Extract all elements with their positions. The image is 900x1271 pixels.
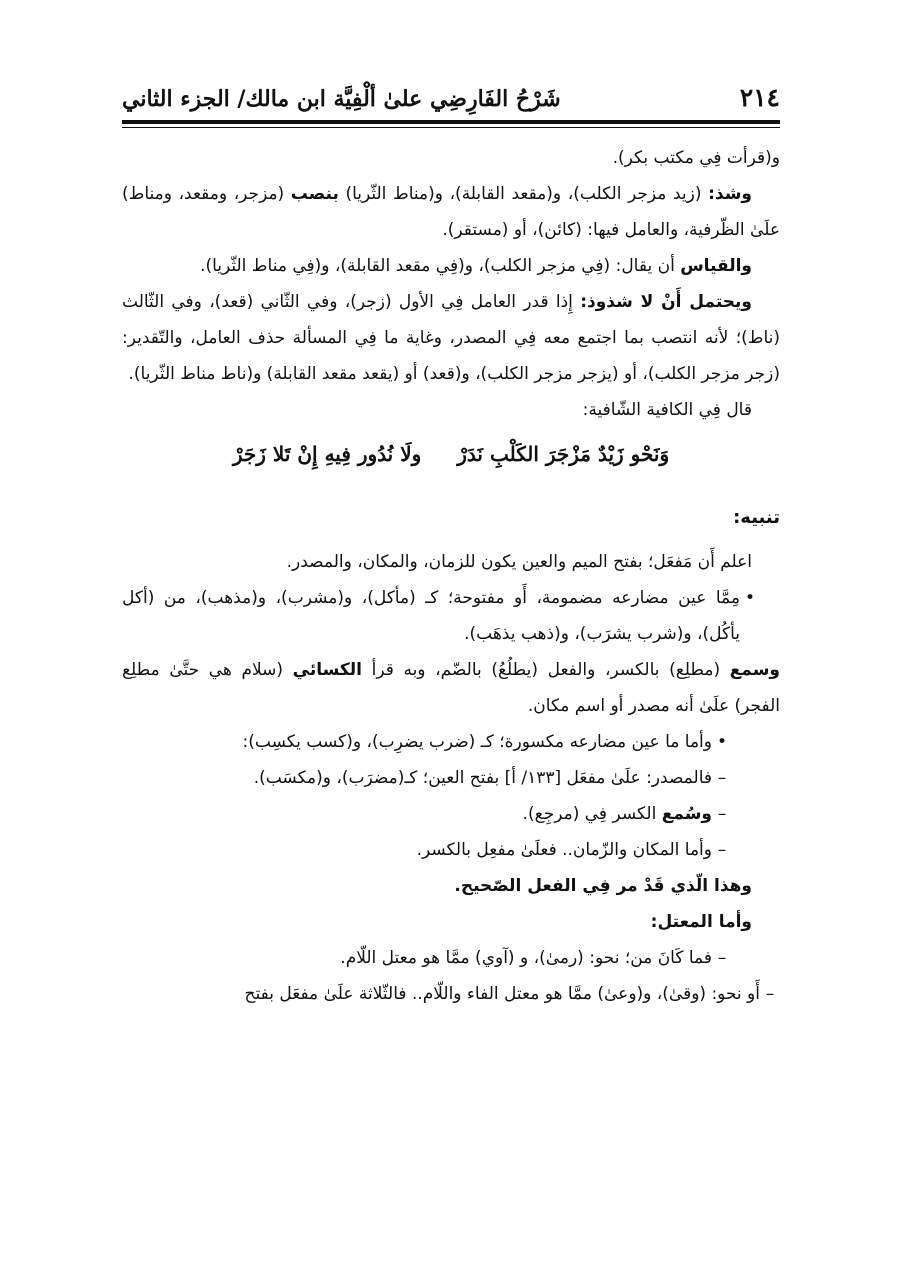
list-item-text: أَو نحو: (وقىٰ)، و(وعىٰ) ممَّا هو معتل الفاء واللّام.. فالثّلاثة علَىٰ مفعَل بفتح (244, 984, 760, 1004)
list-item-text: فما كَانَ من؛ نحو: (رمىٰ)، و (آوي) ممَّا هو معتل اللّام. (340, 948, 712, 968)
list-item-text: مِمَّا عين مضارعه مضمومة، أَو مفتوحة؛ كـ (مأكل)، و(مشرب)، و(مذهب)، من (أكل يأكُل)، و(شرب يشرَب)، و(ذهب يذهَب). (122, 588, 740, 644)
paragraph-text: إِذا قدر العامل فِي الأول (زجر)، وفي الثّاني (قعد)، وفي الثّالث (ناط)؛ لأنه انتصب بما اجتمع معه فِي المصدر، وغاية ما فِي المسألة حذف العامل، والتّقدير: (زجر مزجر الكلب)، أو (يزجر مزجر الكلب)، و(قعد) أو (يقعد مقعد القابلة) و(ناط مناط الثّريا). (122, 292, 780, 384)
bold-term: الكسائي (292, 660, 363, 680)
paragraph-text: أن يقال: (فِي مزجر الكلب)، و(فِي مقعد القابلة)، و(فِي مناط الثّريا). (200, 256, 681, 276)
dash-icon: – (717, 948, 727, 968)
bullet-icon: • (744, 588, 756, 608)
paragraph (122, 392, 780, 428)
bold-term: ويحتمل أَنْ لا شذوذ: (580, 292, 752, 312)
header-rule-thin (122, 127, 780, 128)
section-title: تنبيه: (733, 507, 780, 528)
verse-hemistich-right: وَنَحْو زَيْدٌ مَزْجَرَ الكَلْبِ نَدَرْ (457, 442, 670, 466)
paragraph (122, 544, 780, 580)
dash-icon: – (765, 984, 775, 1004)
list-item (122, 796, 780, 832)
list-item-text-rest: الكسر فِي (مرجِع). (522, 804, 662, 824)
dash-icon: – (717, 840, 727, 860)
paragraph-text: (سلام هي حتَّىٰ مطلِع الفجر) علَىٰ أنه مصدر أو اسم مكان. (122, 660, 780, 716)
bold-term: وسمع (729, 660, 780, 680)
dash-icon: – (717, 804, 727, 824)
list-item-text (122, 796, 712, 832)
paragraph-text: اعلم أَن مَفعَل؛ بفتح الميم والعين يكون للزمان، والمكان، والمصدر. (286, 552, 752, 572)
paragraph-text: قال فِي الكافية الشّافية: (582, 400, 752, 420)
list-item (122, 724, 780, 760)
running-title: شَرْحُ الفَارِضِي علىٰ ألْفِيَّة ابن مالك/ الجزء الثاني (122, 86, 561, 112)
bold-term: والقياس (680, 256, 752, 276)
header-rule-thick (122, 120, 780, 124)
list-item-text: فالمصدر: علَىٰ مفعَل [١٣٣/ أ] بفتح العين؛ كـ(مضرَب)، و(مكسَب). (253, 768, 712, 788)
bullet-icon: • (716, 732, 728, 752)
paragraph (122, 652, 780, 724)
paragraph-text: (مزجر، ومقعد، ومناط) علَىٰ الظّرفية، والعامل فيها: (كائن)، أو (مستقر). (122, 184, 780, 240)
list-item-text: وأما ما عين مضارعه مكسورة؛ كـ (ضرب يضرِب)، و(كسب يكسِب): (242, 732, 712, 752)
list-item (122, 832, 780, 868)
bold-term: وسُمع (661, 804, 712, 824)
paragraph-text: و(قرأت فِي مكتب بكر). (612, 148, 780, 168)
list-item (122, 580, 780, 652)
list-item (122, 940, 780, 976)
verse-line (122, 436, 780, 472)
bold-term: بنصب (290, 184, 339, 204)
paragraph-text: (زيد مزجر الكلب)، و(مقعد القابلة)، و(مناط الثّريا) (338, 184, 709, 204)
paragraph (122, 284, 780, 392)
dash-icon: – (717, 768, 727, 788)
list-item (122, 976, 780, 1012)
bold-term: وشذ: (708, 184, 752, 204)
page-header (122, 72, 780, 112)
paragraph-text: (مطلِع) بالكسر، والفعل (يطلُعُ) بالضّم، وبه قرأ (362, 660, 730, 680)
paragraph (122, 176, 780, 248)
page-number: ٢١٤ (739, 83, 780, 112)
paragraph (122, 140, 780, 176)
subheading: وأما المعتل: (650, 912, 752, 932)
verse-hemistich-left: ولَا نُدُور فِيهِ إِنْ تَلا زَجَرْ (232, 442, 422, 466)
subheading: وهذا الّذي قَدْ مر فِي الفعل الصّحيح. (454, 876, 752, 896)
list-item (122, 760, 780, 796)
list-item-text: وأما المكان والزّمان.. فعلَىٰ مفعِل بالكسر. (416, 840, 712, 860)
paragraph (122, 248, 780, 284)
page-body (122, 140, 780, 1012)
